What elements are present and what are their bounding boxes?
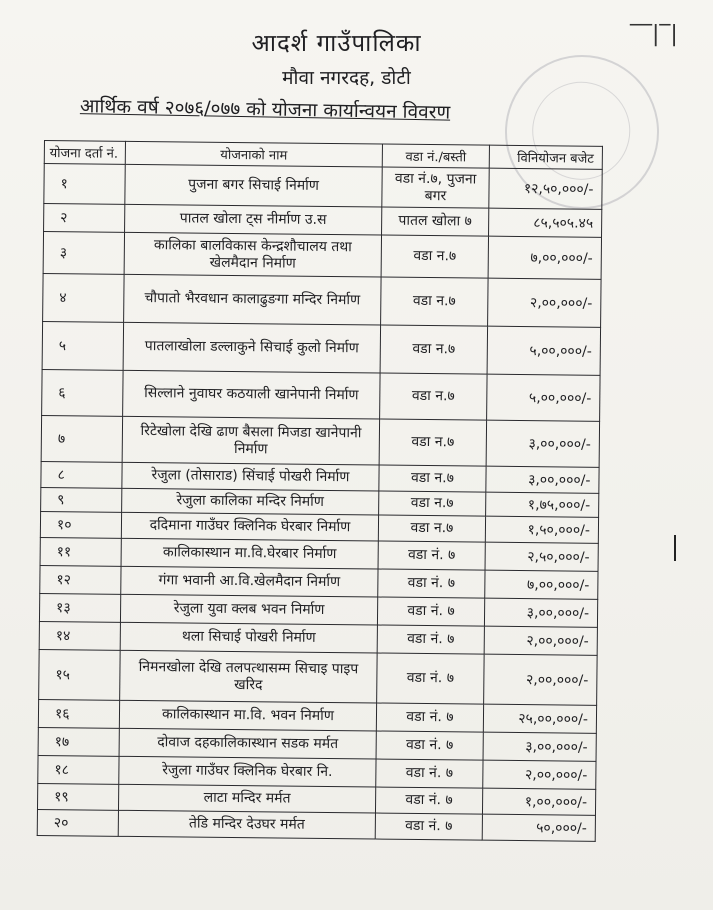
budget-amount: ३,००,०००/- <box>483 732 596 761</box>
project-number: १७ <box>38 727 119 756</box>
project-name: पुजना बगर सिचाई निर्माण <box>125 164 382 207</box>
project-name: पातलाखोला डल्लाकुने सिचाई कुलो निर्माण <box>123 322 380 373</box>
budget-amount: ७,००,०००/- <box>488 236 601 279</box>
project-number: ५ <box>42 321 123 370</box>
project-number: १४ <box>39 621 120 650</box>
project-name: कालिका बालविकास केन्द्रशौचालय तथा खेलमैदान निर्माण <box>124 232 381 277</box>
project-name: रेजुला युवा क्लब भवन निर्माण <box>120 594 377 625</box>
project-name: निमनखोला देखि तलपत्थासम्म सिचाइ पाइप खरिद <box>120 650 378 703</box>
ward-location: वडा न.७ <box>379 419 486 466</box>
column-header-budget: विनियोजन बजेट <box>489 145 602 169</box>
project-name: थला सिचाई पोखरी निर्माण <box>120 622 377 653</box>
table-row <box>37 809 595 841</box>
ward-location: वडा नं. ७ <box>378 541 485 570</box>
project-name: लाटा मन्दिर मर्मत <box>118 784 375 813</box>
ward-location: पातल खोला ७ <box>382 207 489 236</box>
budget-amount: ३,००,०००/- <box>484 598 597 627</box>
budget-amount: १,७५,०००/- <box>486 492 599 517</box>
project-name: दोवाज दहकालिकास्थान सडक मर्मत <box>119 728 376 759</box>
project-number: १५ <box>39 649 121 700</box>
project-name: पातल खोला ट्स नीर्माण उ.स <box>125 204 382 235</box>
column-header-ward: वडा नं./बस्ती <box>382 144 489 168</box>
ward-location: वडा न.७ <box>380 373 487 420</box>
project-name: सिल्लाने नुवाघर कठयाली खानेपानी निर्माण <box>123 370 380 419</box>
budget-amount: १,५०,०००/- <box>485 516 598 543</box>
project-number: ३ <box>43 232 124 275</box>
ward-location: वडा नं. ७ <box>377 597 484 626</box>
project-number: १९ <box>37 783 118 810</box>
office-location: मौवा नगरदह, डोटी <box>282 67 411 89</box>
project-number: २ <box>44 204 125 233</box>
project-name: ददिमाना गाउँघर क्लिनिक घेरबार निर्माण <box>121 512 378 541</box>
municipality-title: आदर्श गाउँपालिका <box>251 29 422 57</box>
project-number: ९ <box>41 487 122 512</box>
budget-amount: २,५०,०००/- <box>485 542 598 571</box>
budget-amount: २,००,०००/- <box>484 654 598 705</box>
project-number: १८ <box>38 755 119 784</box>
project-number: ८ <box>41 461 122 488</box>
ward-location: वडा नं. ७ <box>375 813 482 840</box>
project-number: १२ <box>40 565 121 594</box>
ward-location: वडा नं. ७ <box>376 731 483 760</box>
project-name: रेजुला गाउँघर क्लिनिक घेरबार नि. <box>119 756 376 787</box>
ward-location: वडा नं. ७ <box>377 625 484 654</box>
ward-location: वडा नं. ७ <box>375 787 482 814</box>
table-row <box>39 649 597 705</box>
project-number: ६ <box>42 369 123 416</box>
budget-amount: ३,००,०००/- <box>486 420 599 467</box>
budget-amount: ५०,०००/- <box>482 814 595 841</box>
budget-amount: ३,००,०००/- <box>486 466 599 493</box>
corner-pen-mark: ‾‾|‾| <box>630 22 678 47</box>
budget-amount: २,००,०००/- <box>488 278 601 327</box>
budget-amount: ८५,५०५.४५ <box>489 208 602 237</box>
project-name: गंगा भवानी आ.वि.खेलमैदान निर्माण <box>121 566 378 597</box>
project-name: कालिकास्थान मा.वि. भवन निर्माण <box>119 700 376 731</box>
budget-amount: ७,००,०००/- <box>485 570 598 599</box>
project-number: २० <box>37 809 118 836</box>
budget-amount: ५,००,०००/- <box>487 326 600 375</box>
ward-location: वडा न.७ <box>380 325 487 374</box>
project-name: रिटेखोला देखि ढाण बैसला मिजडा खानेपानी निर्माण <box>122 416 379 465</box>
budget-amount: २,००,०००/- <box>483 760 596 789</box>
budget-amount: २५,००,०००/- <box>483 704 596 733</box>
budget-amount: ५,००,०००/- <box>487 374 600 421</box>
project-number: ११ <box>40 537 121 566</box>
project-name: रेजुला कालिका मन्दिर निर्माण <box>122 488 379 515</box>
projects-table <box>37 140 603 842</box>
ward-location: वडा न.७ <box>379 465 486 492</box>
project-name: चौपातो भैरवधान कालाढुङगा मन्दिर निर्माण <box>124 274 381 325</box>
ward-location: वडा नं. ७ <box>376 703 483 732</box>
project-number: ४ <box>43 273 124 322</box>
project-name: कालिकास्थान मा.वि.घेरबार निर्माण <box>121 538 378 569</box>
margin-mark <box>674 535 676 561</box>
ward-location: वडा नं. ७ <box>378 569 485 598</box>
table-row <box>42 369 600 421</box>
table-row <box>41 415 599 467</box>
budget-amount: १२,५०,०००/- <box>489 168 602 209</box>
budget-amount: २,००,०००/- <box>484 626 597 655</box>
project-number: ७ <box>41 415 122 462</box>
table-row <box>43 273 601 327</box>
ward-location: वडा न.७ <box>381 235 488 278</box>
table-row <box>42 321 600 375</box>
report-heading: आर्थिक वर्ष २०७६/०७७ को योजना कार्यान्वयन विवरण <box>79 95 451 124</box>
project-number: १३ <box>39 593 120 622</box>
ward-location: वडा नं. ७ <box>377 653 485 704</box>
project-number: १० <box>40 511 121 538</box>
column-header-sn: योजना दर्ता नं. <box>44 141 125 165</box>
project-name: रेजुला (तोसाराड) सिंचाई पोखरी निर्माण <box>122 462 379 491</box>
budget-amount: १,००,०००/- <box>482 788 595 815</box>
project-number: १ <box>44 164 125 205</box>
ward-location: वडा न.७ <box>381 277 488 326</box>
ward-location: वडा न.७ <box>378 515 485 542</box>
project-name: तेडि मन्दिर देउघर मर्मत <box>118 810 375 839</box>
ward-location: वडा नं.७, पुजना बगर <box>382 167 489 208</box>
project-number: १६ <box>38 699 119 728</box>
ward-location: वडा न.७ <box>379 491 486 516</box>
column-header-name: योजनाको नाम <box>125 141 382 167</box>
ward-location: वडा नं. ७ <box>376 759 483 788</box>
table-row <box>43 232 601 280</box>
table-row <box>44 164 602 210</box>
